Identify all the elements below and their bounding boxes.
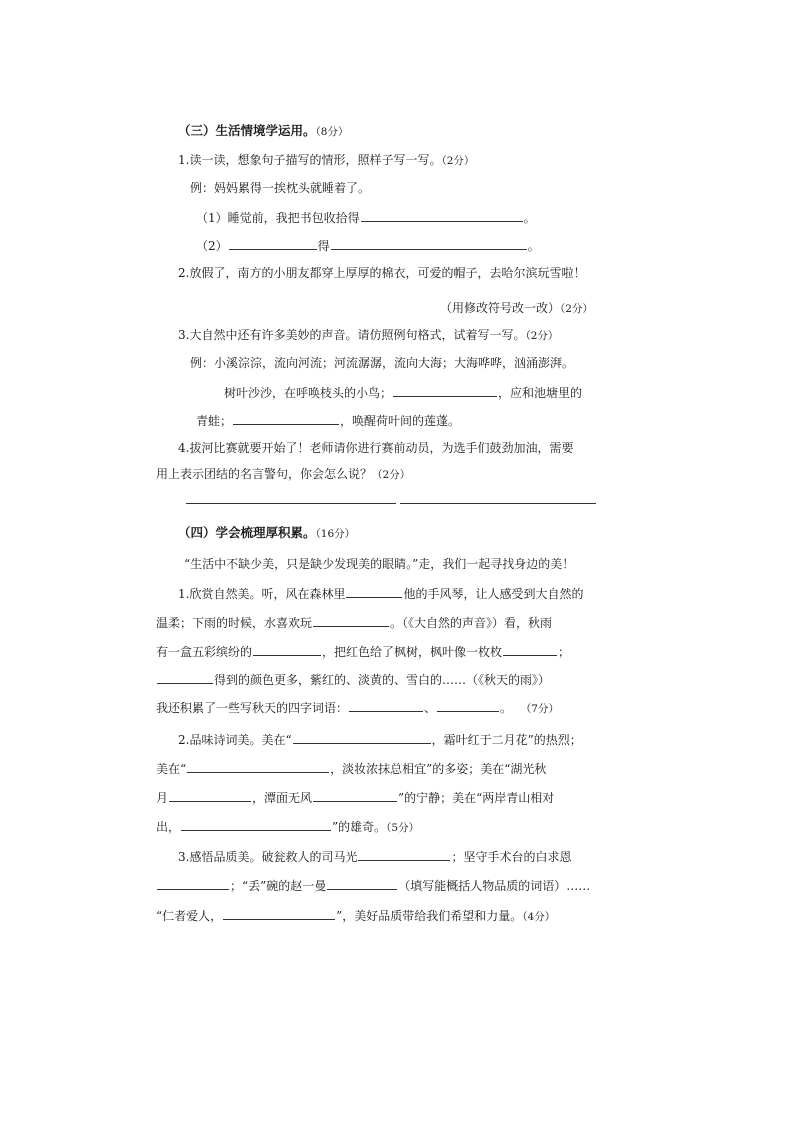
s4-q2-l1b: ，霜叶红于二月花”的热烈； [431, 733, 582, 747]
answer-blank[interactable] [393, 384, 497, 397]
s3-q2-text: 2.放假了，南方的小朋友都穿上厚厚的棉衣，可爱的帽子，去哈尔滨玩雪啦！ [178, 266, 586, 280]
section-3-heading [178, 123, 348, 140]
s4-q2-line2 [156, 760, 546, 777]
section-3-title: （三）生活情境学运用。 [178, 123, 316, 138]
s3-q3-prompt [178, 327, 558, 344]
s3-q3-text: 3.大自然中还有许多美妙的声音。请仿照例句格式，试着写一写。 [178, 328, 526, 342]
s4-q2-l1a: 2.品味诗词美。美在“ [178, 733, 292, 747]
answer-blank[interactable] [361, 209, 523, 222]
answer-blank[interactable] [313, 614, 389, 627]
s4-q2-score: （5分） [386, 822, 420, 834]
s3-q2-note: （用修改符号改一改） [440, 301, 561, 315]
s4-q3-score: （4分） [522, 911, 556, 923]
s3-q4-line1: 4.拔河比赛就要开始了！老师请你进行赛前动员，为选手们鼓劲加油，需要 [178, 441, 574, 455]
s3-q3-line2 [196, 412, 460, 429]
answer-blank[interactable] [157, 877, 229, 890]
s4-q1-l1a: 1.欣赏自然美。听，风在森林里 [178, 587, 346, 601]
s4-q3-l2a: ；“丢”碗的赵一曼 [230, 879, 327, 893]
s3-q2-note-line [440, 300, 593, 317]
answer-blank[interactable] [331, 237, 527, 250]
s3-q3-line1-prefix: 树叶沙沙，在呼唤枝头的小鸟； [224, 386, 393, 400]
s4-q1-score: （7分） [526, 703, 559, 715]
s4-q1-l3a: 有一盒五彩缤纷的 [156, 645, 253, 659]
section-4-score: （16分） [315, 528, 356, 540]
s3-q1-line2-prefix: （2） [196, 239, 228, 253]
s3-q4-line2 [156, 466, 410, 483]
s4-q3-l1b: ；坚守手术台的白求恩 [451, 850, 572, 864]
answer-blank[interactable] [187, 760, 329, 773]
s4-q2-l3c: ”的宁静；美在“两岸青山相对 [398, 791, 555, 805]
s4-q2-line3 [156, 789, 554, 806]
s3-q1-line1-prefix: （1）睡觉前，我把书包收拾得 [196, 211, 360, 225]
s4-q1-l2b: 。（《大自然的声音》）看，秋雨 [390, 616, 553, 630]
answer-blank[interactable] [349, 699, 423, 712]
s4-q2-l4b: ”的雄奇。 [332, 820, 387, 834]
answer-blank[interactable] [157, 671, 213, 684]
answer-blank[interactable] [358, 848, 450, 861]
answer-blank[interactable] [293, 731, 431, 744]
s3-q1-line2-mid: 得 [317, 239, 330, 253]
s4-q3-line1 [178, 848, 571, 865]
s4-q2-line1 [178, 731, 582, 748]
s3-q1-line2-end: 。 [527, 239, 540, 253]
s3-q1-line1 [196, 209, 536, 226]
section-4-heading [178, 525, 355, 542]
s4-q3-l2b: （填写能概括人物品质的词语）…… [398, 879, 591, 893]
answer-blank[interactable] [233, 412, 339, 425]
s4-q1-line1 [178, 585, 583, 602]
answer-blank[interactable] [223, 907, 335, 920]
answer-blank[interactable] [253, 643, 321, 656]
s4-q1-l3c: ； [558, 645, 571, 659]
s3-q3-line2-prefix: 青蛙； [196, 414, 233, 428]
answer-blank[interactable] [313, 789, 397, 802]
s4-q2-l2a: 美在“ [156, 762, 187, 776]
answer-blank[interactable] [169, 789, 251, 802]
answer-blank[interactable] [346, 585, 402, 598]
s4-q1-line4 [156, 671, 550, 688]
answer-blank[interactable] [503, 643, 557, 656]
s4-q2-line4 [156, 818, 419, 836]
s4-q2-l3a: 月 [156, 791, 169, 805]
s3-q1-prompt [178, 152, 474, 169]
s4-q1-l3b: ，把红色给了枫树，枫叶像一枚枚 [322, 645, 503, 659]
s4-q3-l3b: ”，美好品质带给我们希望和力量。 [336, 909, 523, 923]
s4-q3-line2 [156, 877, 590, 894]
s4-q1-line5 [156, 699, 559, 717]
section-3-score: （8分） [315, 126, 349, 138]
s4-q1-l2a: 温柔；下雨的时候，水喜欢玩 [156, 616, 313, 630]
s3-q1-score: （2分） [441, 155, 475, 167]
s4-q1-l1b: 他的手风琴，让人感受到大自然的 [403, 587, 584, 601]
s4-q2-l4a: 出， [156, 820, 181, 834]
s4-q1-l4a: 得到的颜色更多，紫红的、淡黄的、雪白的……（《秋天的雨》） [214, 673, 551, 687]
s3-q3-example: 例：小溪淙淙，流向河流；河流潺潺，流向大海；大海哗哗，汹涌澎湃。 [190, 356, 575, 370]
s3-q3-line1-suffix: ，应和池塘里的 [498, 386, 583, 400]
s4-q3-line3 [156, 907, 555, 925]
s3-q4-line2-text: 用上表示团结的名言警句，你会怎么说？ [156, 467, 373, 481]
s3-q3-score: （2分） [525, 330, 559, 342]
s4-q1-l5c: 。 [500, 701, 513, 715]
s3-q4-score: （2分） [372, 469, 411, 481]
answer-line[interactable] [186, 503, 396, 504]
s4-intro: “生活中不缺少美，只是缺少发现美的眼睛。”走，我们一起寻找身边的美！ [184, 557, 575, 571]
s4-q1-l5a: 我还积累了一些写秋天的四字词语： [156, 701, 349, 715]
s4-q1-line2 [156, 614, 552, 631]
section-4-title: （四）学会梳理厚积累。 [178, 525, 316, 540]
answer-blank[interactable] [181, 818, 331, 831]
s4-q2-l3b: ，潭面无风 [252, 791, 313, 805]
answer-blank[interactable] [327, 877, 397, 890]
answer-blank[interactable] [229, 237, 317, 250]
s3-q3-line2-suffix: ，唤醒荷叶间的莲蓬。 [340, 414, 461, 428]
s3-q3-line1 [224, 384, 582, 401]
s4-q1-line3 [156, 643, 570, 660]
s4-q2-l2b: ，淡妆浓抹总相宜”的多姿；美在“湖光秋 [330, 762, 547, 776]
s3-q1-line2 [196, 237, 540, 254]
s3-q1-line1-end: 。 [523, 211, 536, 225]
s3-q1-example: 例：妈妈累得一挨枕头就睡着了。 [190, 181, 371, 195]
s4-q3-l1a: 3.感悟品质美。破瓮救人的司马光 [178, 850, 358, 864]
answer-blank[interactable] [437, 699, 499, 712]
s4-q1-l5b: 、 [424, 701, 437, 715]
answer-line[interactable] [400, 503, 596, 504]
s3-q2-score: （2分） [560, 303, 593, 315]
s3-q1-text: 1.读一读，想象句子描写的情形，照样子写一写。 [178, 153, 442, 167]
s4-q3-l3a: “仁者爱人， [156, 909, 223, 923]
